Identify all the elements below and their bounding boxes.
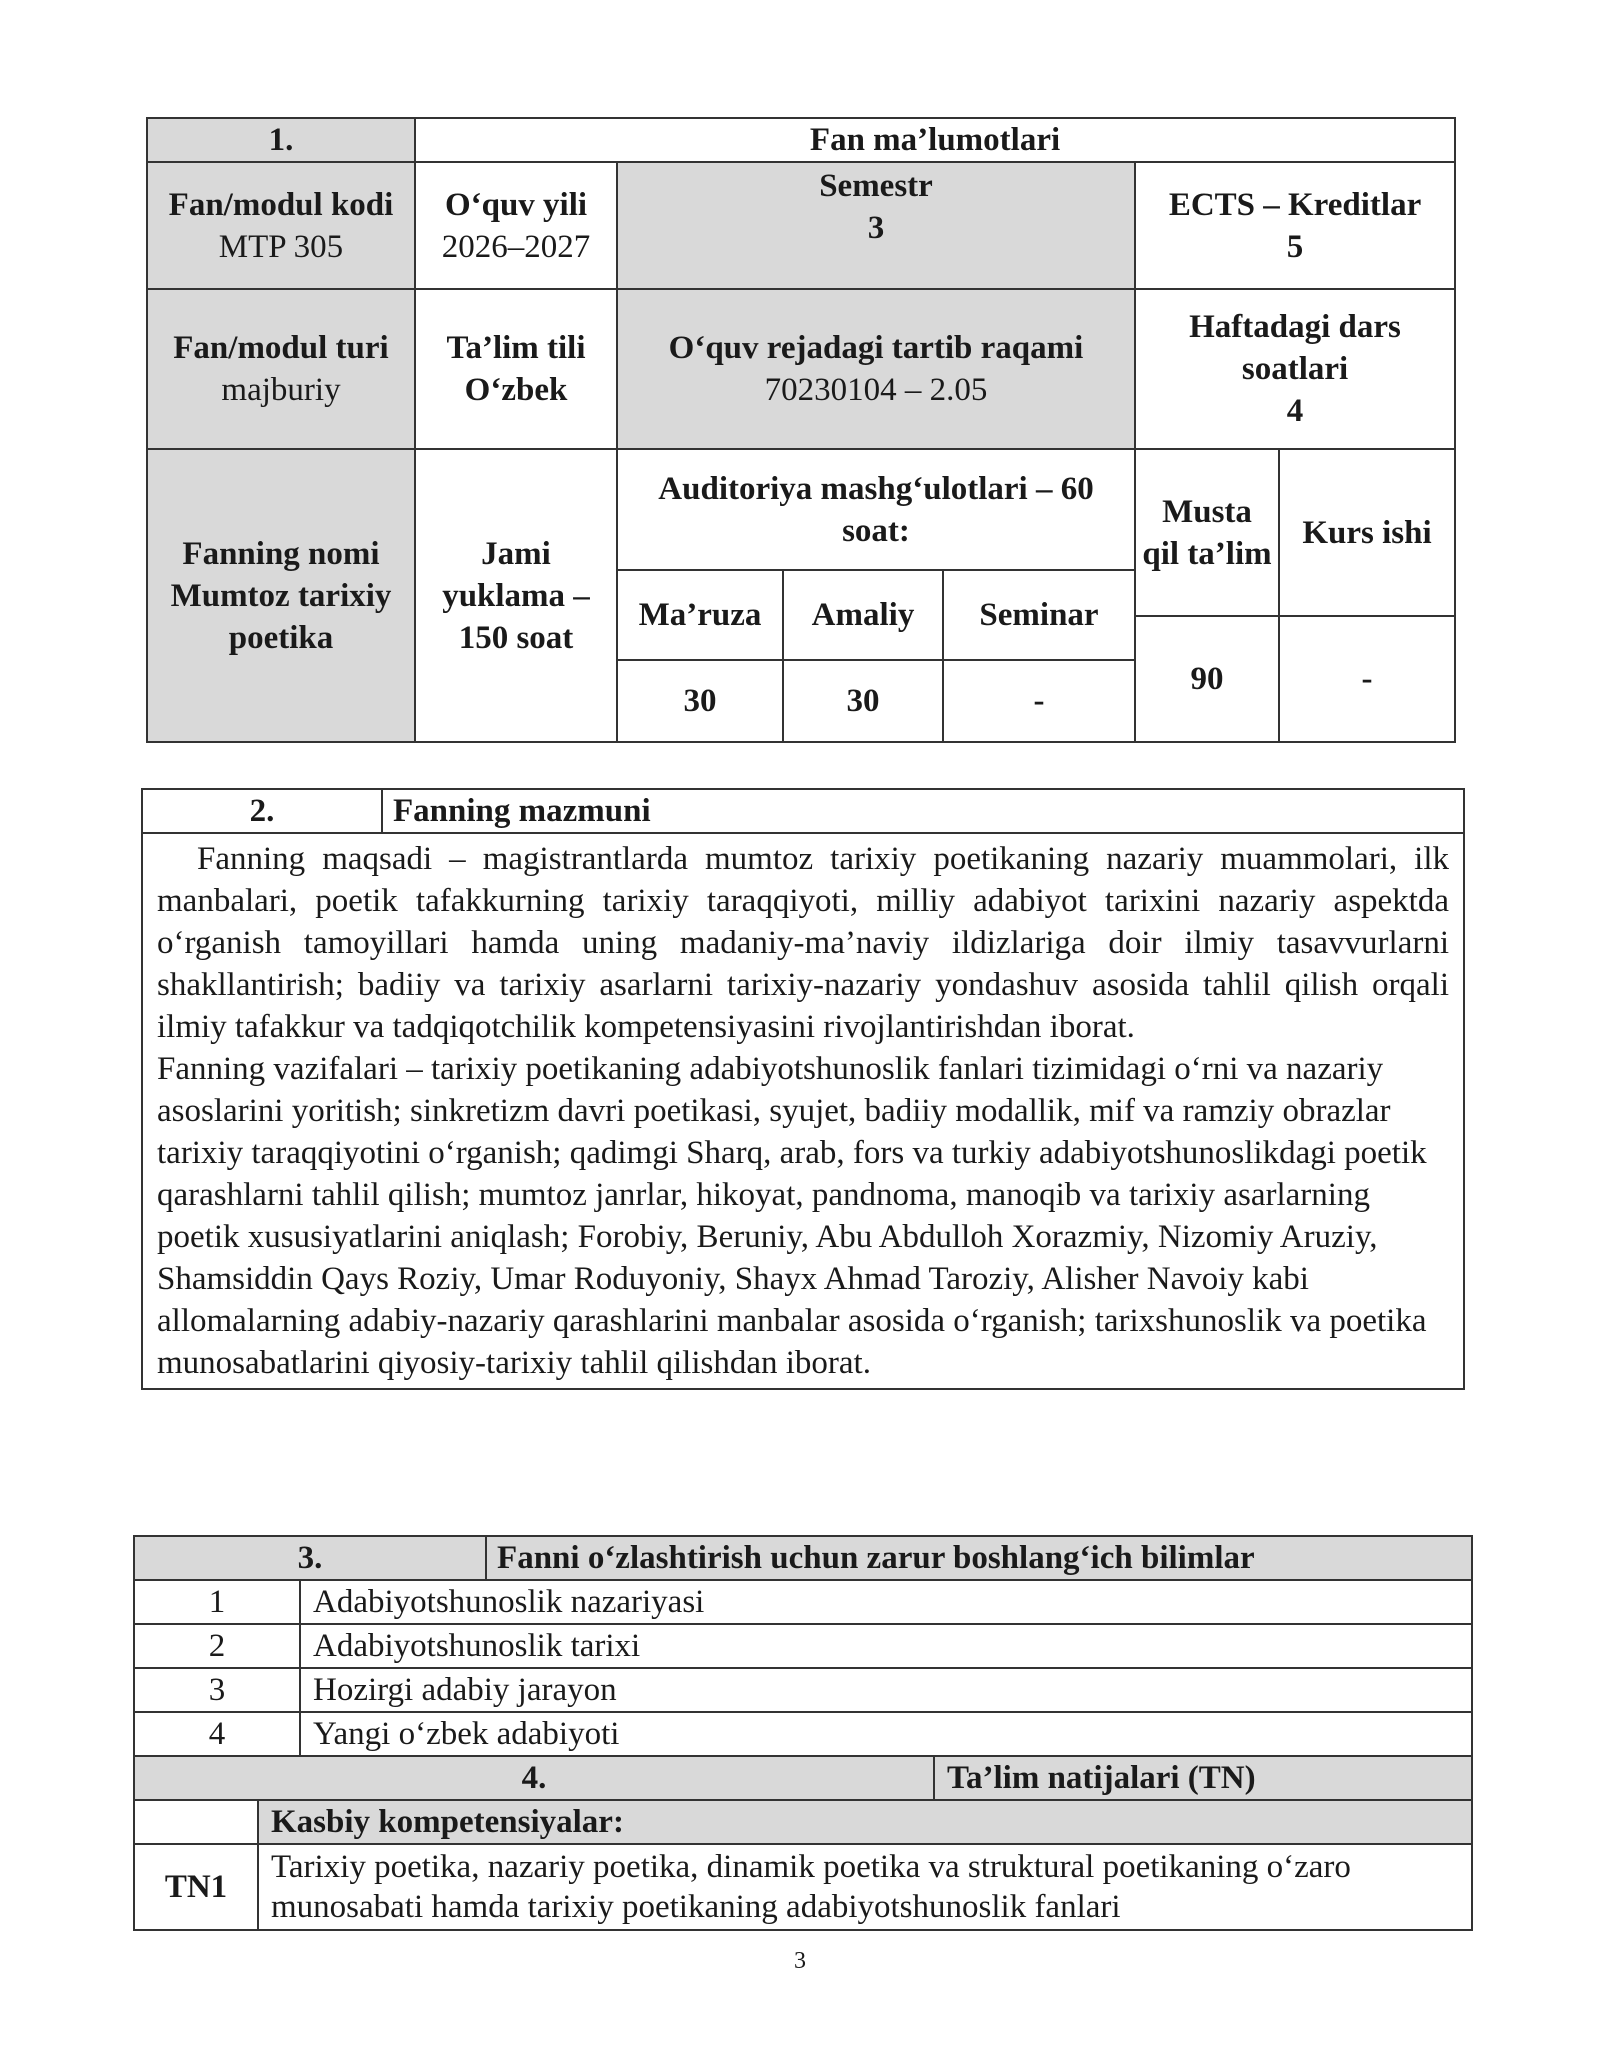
course-description xyxy=(142,833,1464,1389)
semester-cell xyxy=(617,162,1135,289)
practice-label: Amaliy xyxy=(783,570,943,660)
order-number-cell xyxy=(617,289,1135,449)
semester-value: 3 xyxy=(867,210,885,246)
empty-cell xyxy=(134,1800,258,1844)
seminar-label: Seminar xyxy=(943,570,1135,660)
module-code-label: Fan/modul kodi xyxy=(168,186,394,223)
course-name-label: Fanning nomi xyxy=(182,535,380,572)
module-type-cell xyxy=(147,289,415,449)
section4-number: 4. xyxy=(134,1756,934,1800)
course-tasks-paragraph: Fanning vazifalari – tarixiy poetikaning adabiyotshunoslik fanlari tizimidagi o‘rni va nazariy asoslarini yoritish; sinkretizm davri poetikasi, syujet, badiiy modallik, mif va ramziy obrazlar tarixiy taraqqiyotini o‘rganish; qadimgi Sharq, arab, fors va turkiy adabiyotshunoslikdagi poetik qarashlarni tahlil qilish; mumtoz janrlar, hikoyat, pandnoma, manoqib va tarixiy asarlarning poetik xususiyatlarini aniqlash; Forobiy, Beruniy, Abu Abdulloh Xorazmiy, Nizomiy Aruziy, Shamsiddin Qays Roziy, Umar Roduyoniy, Shayx Ahmad Taroziy, Alisher Navoiy kabi allomalarning adabiy-nazariy qarashlarini manbalar asosida o‘rganish; tarixshunoslik va poetika munosabatlarini qiyosiy-tarixiy tahlil qilishdan iborat. xyxy=(157,1051,1427,1381)
prereq-number: 4 xyxy=(134,1712,300,1756)
course-work-label: Kurs ishi xyxy=(1279,449,1455,616)
year-cell xyxy=(415,162,617,289)
competencies-label: Kasbiy kompetensiyalar: xyxy=(258,1800,1472,1844)
section2-title: Fanning mazmuni xyxy=(382,789,1464,833)
course-name-cell xyxy=(147,449,415,742)
lecture-value: 30 xyxy=(617,660,783,742)
order-number-value: 70230104 – 2.05 xyxy=(764,372,988,408)
self-study-label: Musta qil ta’lim xyxy=(1135,449,1279,616)
prereq-item: Yangi o‘zbek adabiyoti xyxy=(300,1712,1472,1756)
prereq-item: Adabiyotshunoslik nazariyasi xyxy=(300,1580,1472,1624)
language-label: Ta’lim tili xyxy=(446,330,586,366)
prereq-number: 2 xyxy=(134,1624,300,1668)
language-value: O‘zbek xyxy=(464,372,568,408)
weekly-hours-cell xyxy=(1135,289,1455,449)
section2-number: 2. xyxy=(142,789,382,833)
prereq-number: 3 xyxy=(134,1668,300,1712)
ects-label: ECTS – Kreditlar xyxy=(1168,186,1422,223)
year-label: O‘quv yili xyxy=(444,186,588,223)
course-content-table xyxy=(141,788,1465,1390)
course-info-table xyxy=(146,117,1456,743)
section1-title: Fan ma’lumotlari xyxy=(415,118,1455,162)
section3-title: Fanni o‘zlashtirish uchun zarur boshlang‘ich bilimlar xyxy=(486,1536,1472,1580)
course-work-value: - xyxy=(1279,616,1455,742)
weekly-hours-value: 4 xyxy=(1286,393,1304,429)
practice-value: 30 xyxy=(783,660,943,742)
language-cell xyxy=(415,289,617,449)
ects-value: 5 xyxy=(1286,228,1304,265)
module-code-cell xyxy=(147,162,415,289)
lecture-label: Ma’ruza xyxy=(617,570,783,660)
prereq-item: Hozirgi adabiy jarayon xyxy=(300,1668,1472,1712)
course-aim-paragraph: Fanning maqsadi – magistrantlarda mumtoz tarixiy poetikaning nazariy muammolari, ilk manbalari, poetik tafakkurning tarixiy taraqqiyoti, milliy adabiyot tarixini nazariy aspektda o‘rganish tamoyillari hamda uning madaniy-ma’naviy ildizlariga doir ilmiy tasavvurlarni shakllantirish; badiiy va tarixiy asarlarni tarixiy-nazariy yondashuv asosida tahlil qilish orqali ilmiy tafakkur va tadqiqotchilik kompetensiyasini rivojlantirishdan iborat. xyxy=(157,841,1449,1045)
module-type-value: majburiy xyxy=(221,372,341,408)
section3-number: 3. xyxy=(134,1536,486,1580)
total-load: Jami yuklama – 150 soat xyxy=(415,449,617,742)
order-number-label: O‘quv rejadagi tartib raqami xyxy=(668,330,1084,366)
module-code-value: MTP 305 xyxy=(218,228,344,265)
year-value: 2026–2027 xyxy=(441,228,591,265)
section1-number: 1. xyxy=(147,118,415,162)
self-study-value: 90 xyxy=(1135,616,1279,742)
prerequisites-table xyxy=(133,1535,1473,1931)
tn1-text: Tarixiy poetika, nazariy poetika, dinamik poetika va struktural poetikaning o‘zaro munosabati hamda tarixiy poetikaning adabiyotshunoslik fanlari xyxy=(258,1844,1472,1930)
tn1-label: TN1 xyxy=(134,1844,258,1930)
section4-title: Ta’lim natijalari (TN) xyxy=(934,1756,1472,1800)
ects-cell xyxy=(1135,162,1455,289)
page-number: 3 xyxy=(794,1948,806,1974)
prereq-number: 1 xyxy=(134,1580,300,1624)
auditorium-label: Auditoriya mashg‘ulotlari – 60 soat: xyxy=(617,449,1135,570)
course-name-value: Mumtoz tarixiy poetika xyxy=(170,577,392,656)
weekly-hours-label: Haftadagi dars soatlari xyxy=(1189,309,1401,387)
seminar-value: - xyxy=(943,660,1135,742)
module-type-label: Fan/modul turi xyxy=(173,330,389,366)
semester-label: Semestr xyxy=(819,168,933,204)
prereq-item: Adabiyotshunoslik tarixi xyxy=(300,1624,1472,1668)
